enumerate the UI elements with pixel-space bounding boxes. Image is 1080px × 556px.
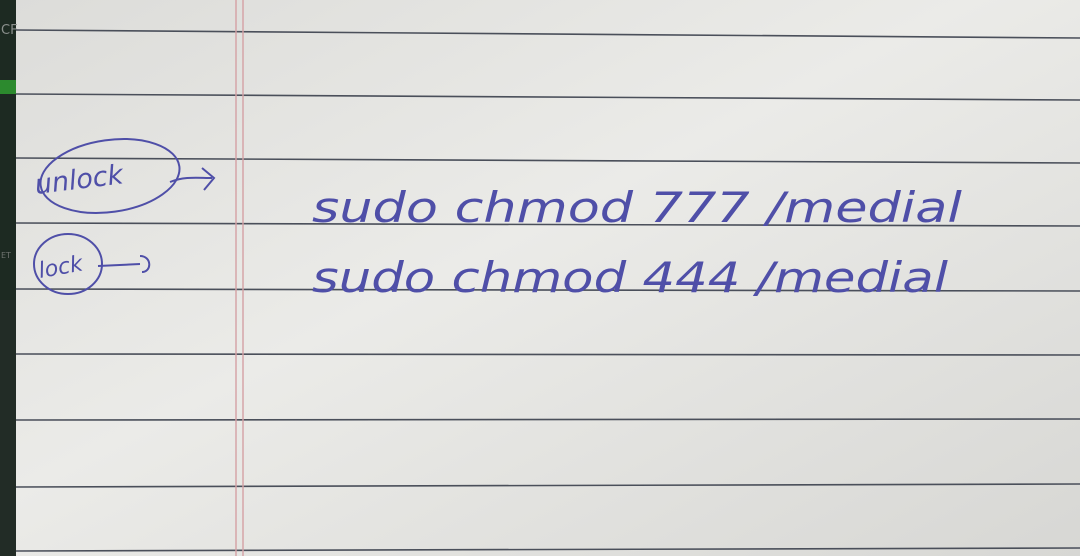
unlock-label: unlock (33, 159, 125, 201)
rule-line (16, 419, 1080, 420)
command-unlock: sudo chmod 777 /medial (312, 183, 963, 232)
lock-label: lock (36, 251, 85, 284)
edge-fragment-top: CF (1, 23, 18, 38)
rule-line (16, 354, 1080, 355)
left-edge-strip (0, 0, 18, 556)
command-lock: sudo chmod 444 /medial (312, 253, 949, 302)
edge-fragment-middle: ET (1, 251, 11, 260)
